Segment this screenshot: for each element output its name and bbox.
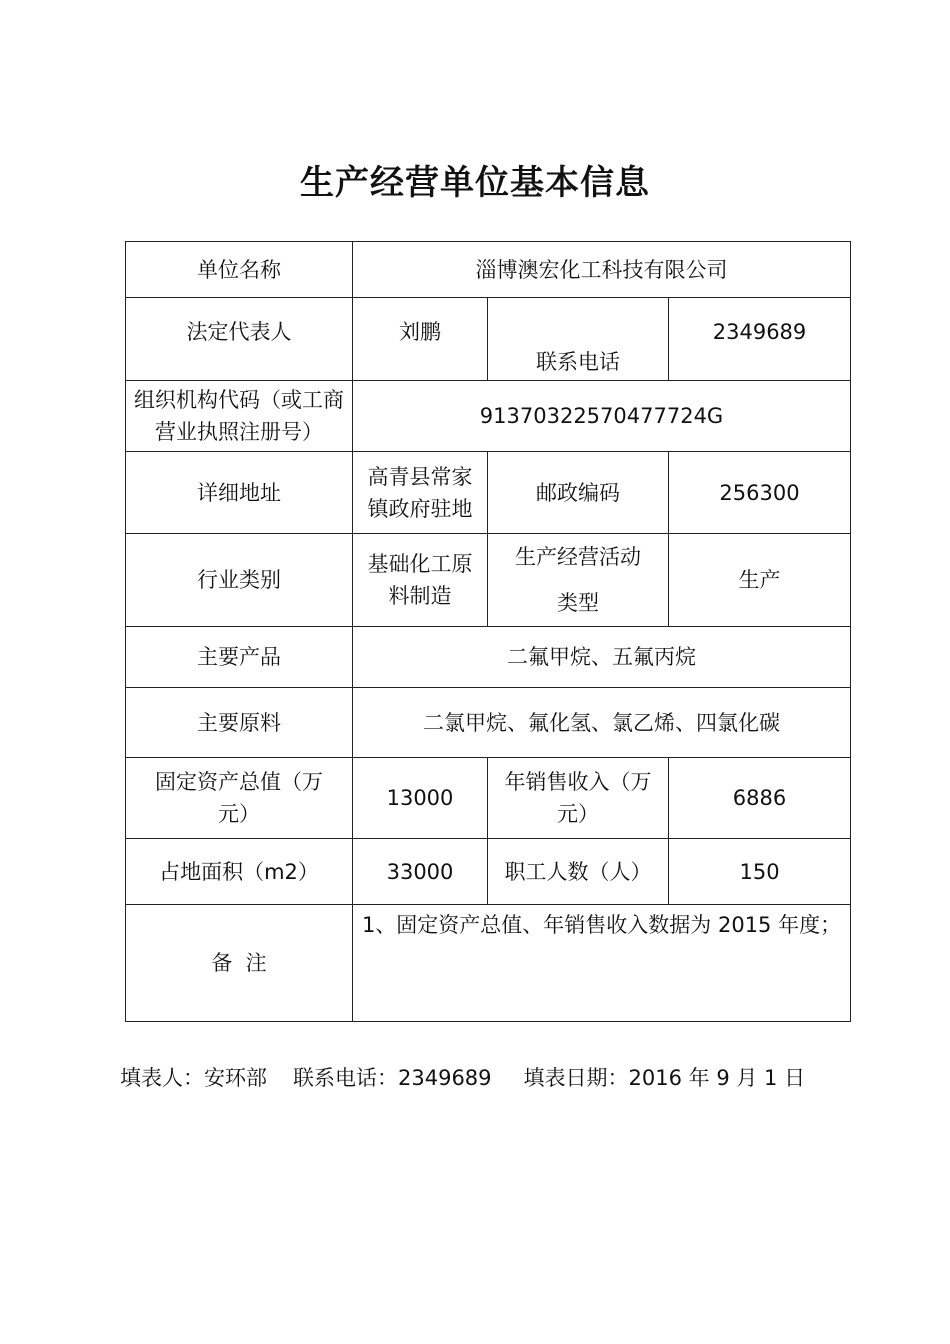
row-unit-name [126, 242, 851, 298]
activity-label: 生产经营活动类型 [488, 534, 669, 627]
address-label: 详细地址 [126, 452, 353, 534]
row-assets [126, 758, 851, 839]
row-remarks [126, 905, 851, 1022]
row-address [126, 452, 851, 534]
staff-value: 150 [669, 839, 851, 905]
unit-name-value: 淄博澳宏化工科技有限公司 [353, 242, 851, 298]
legal-rep-label: 法定代表人 [126, 298, 353, 381]
materials-label: 主要原料 [126, 688, 353, 758]
footer-date: 填表日期：2016 年 9 月 1 日 [523, 1066, 806, 1090]
activity-value: 生产 [669, 534, 851, 627]
phone-value: 2349689 [669, 298, 851, 381]
postal-label: 邮政编码 [488, 452, 669, 534]
row-products [126, 627, 851, 688]
remarks-text: 1、固定资产总值、年销售收入数据为 2015 年度； [361, 913, 842, 937]
products-label: 主要产品 [126, 627, 353, 688]
row-materials [126, 688, 851, 758]
phone-label: 联系电话 [488, 298, 669, 381]
products-value: 二氟甲烷、五氟丙烷 [353, 627, 851, 688]
sales-label: 年销售收入（万元） [488, 758, 669, 839]
row-area [126, 839, 851, 905]
row-org-code [126, 381, 851, 452]
industry-value: 基础化工原料制造 [353, 534, 488, 627]
address-value: 高青县常家镇政府驻地 [353, 452, 488, 534]
org-code-label: 组织机构代码（或工商营业执照注册号） [126, 381, 353, 452]
page-title: 生产经营单位基本信息 [300, 163, 650, 203]
unit-name-label: 单位名称 [126, 242, 353, 298]
info-table [125, 241, 851, 1022]
footer-line [120, 1062, 805, 1092]
area-value: 33000 [353, 839, 488, 905]
row-legal-rep [126, 298, 851, 381]
legal-rep-value: 刘鹏 [353, 298, 488, 381]
industry-label: 行业类别 [126, 534, 353, 627]
area-label: 占地面积（m2） [126, 839, 353, 905]
footer-filler: 填表人：安环部 [120, 1066, 267, 1090]
row-industry [126, 534, 851, 627]
sales-value: 6886 [669, 758, 851, 839]
staff-label: 职工人数（人） [488, 839, 669, 905]
postal-value: 256300 [669, 452, 851, 534]
footer-phone: 联系电话：2349689 [293, 1066, 492, 1090]
org-code-value: 91370322570477724G [353, 381, 851, 452]
assets-value: 13000 [353, 758, 488, 839]
assets-label: 固定资产总值（万元） [126, 758, 353, 839]
remarks-cell [353, 905, 851, 1022]
remarks-label: 备 注 [126, 905, 353, 1022]
materials-value: 二氯甲烷、氟化氢、氯乙烯、四氯化碳 [353, 688, 851, 758]
